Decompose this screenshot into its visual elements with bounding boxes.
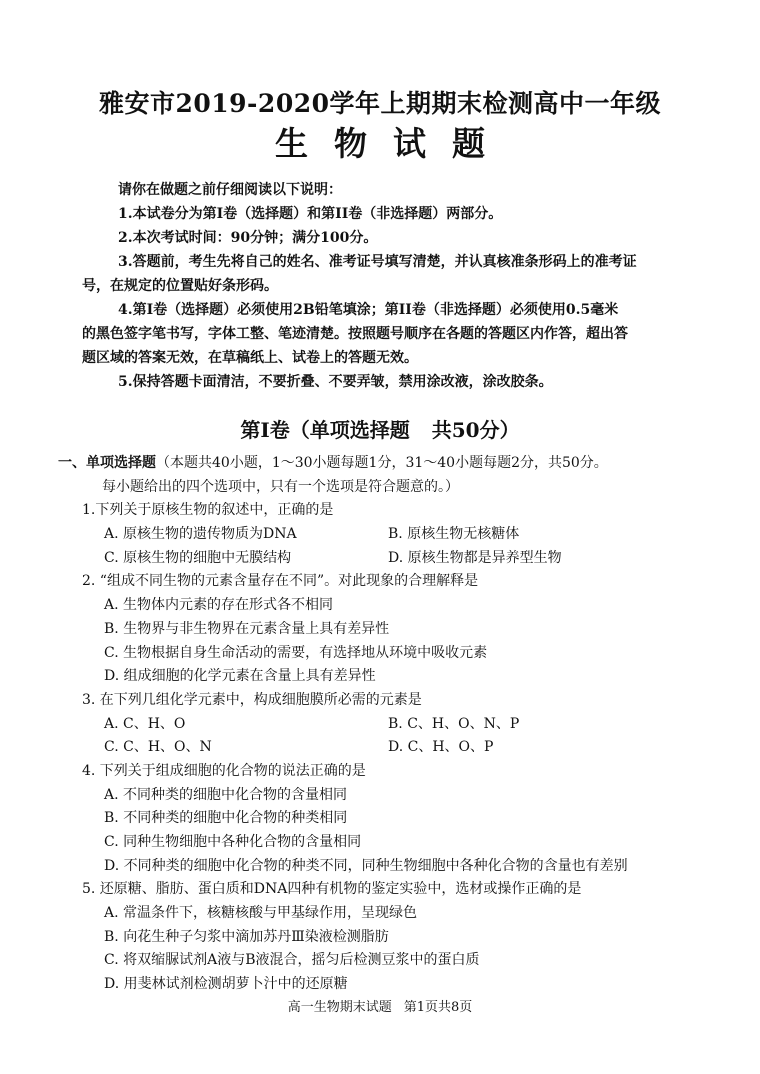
question-3-options-cd	[82, 736, 702, 760]
instruction-4: 4.第Ⅰ卷（选择题）必须使用2B铅笔填涂；第II卷（非选择题）必须使用0.5毫米	[118, 302, 619, 318]
instruction-4-cont2: 题区域的答案无效，在草稿纸上、试卷上的答题无效。	[82, 350, 418, 366]
q3-option-b: B. C、H、O、N、P	[388, 715, 520, 732]
q5-option-d: D. 用斐林试剂检测胡萝卜汁中的还原糖	[104, 976, 348, 993]
q1-option-d: D. 原核生物都是异养型生物	[388, 549, 562, 566]
question-2-stem: 2. “组成不同生物的元素含量存在不同”。对此现象的合理解释是	[82, 573, 479, 590]
instruction-1: 1.本试卷分为第Ⅰ卷（选择题）和第II卷（非选择题）两部分。	[118, 206, 503, 222]
q5-option-a: A. 常温条件下，核糖核酸与甲基绿作用，呈现绿色	[104, 905, 418, 922]
instructions-block	[82, 178, 690, 394]
instruction-4-cont: 的黑色签字笔书写，字体工整、笔迹清楚。按照题号顺序在各题的答题区内作答，超出答	[82, 326, 628, 342]
question-3-options-ab	[82, 713, 702, 737]
question-3-stem: 3. 在下列几组化学元素中，构成细胞膜所必需的元素是	[82, 691, 422, 708]
q2-option-a: A. 生物体内元素的存在形式各不相同	[104, 597, 334, 614]
instruction-3: 3.答题前，考生先将自己的姓名、准考证号填写清楚，并认真核准条形码上的准考证	[118, 254, 637, 270]
page-footer	[0, 996, 760, 1015]
q5-option-c: C. 将双缩脲试剂A液与B液混合，摇匀后检测豆浆中的蛋白质	[104, 952, 480, 969]
footer-page-number: 第1页共8页	[403, 1000, 473, 1015]
instructions-intro: 请你在做题之前仔细阅读以下说明：	[118, 182, 342, 198]
q4-option-a: A. 不同种类的细胞中化合物的含量相同	[104, 786, 348, 803]
question-1-options-ab	[82, 523, 702, 547]
subject-title: 生物试题	[275, 124, 511, 163]
instruction-2: 2.本次考试时间：90分钟；满分100分。	[118, 230, 378, 246]
q3-option-a: A. C、H、O	[104, 715, 186, 732]
question-1-options-cd	[82, 547, 702, 571]
q4-option-b: B. 不同种类的细胞中化合物的种类相同	[104, 810, 348, 827]
footer-exam-name: 高一生物期末试题	[287, 1000, 392, 1015]
q5-option-b: B. 向花生种子匀浆中滴加苏丹Ⅲ染液检测脂肪	[104, 928, 389, 945]
q3-option-d: D. C、H、O、P	[388, 739, 494, 756]
q2-option-b: B. 生物界与非生物界在元素含量上具有差异性	[104, 620, 390, 637]
q4-option-c: C. 同种生物细胞中各种化合物的含量相同	[104, 834, 362, 850]
q1-option-c: C. 原核生物的细胞中无膜结构	[104, 549, 292, 566]
question-5-stem: 5. 还原糖、脂肪、蛋白质和DNA四种有机物的鉴定实验中，选材或操作正确的是	[82, 881, 582, 898]
section-heading: 第Ⅰ卷（单项选择题 共50分）	[240, 418, 520, 442]
q2-option-d: D. 组成细胞的化学元素在含量上具有差异性	[104, 668, 376, 685]
q2-option-c: C. 生物根据自身生命活动的需要，有选择地从环境中吸收元素	[104, 644, 488, 661]
q3-option-c: C. C、H、O、N	[104, 739, 212, 756]
instruction-5: 5.保持答题卡面清洁，不要折叠、不要弄皱，禁用涂改液，涂改胶条。	[118, 374, 553, 390]
question-1-stem: 1.下列关于原核生物的叙述中，正确的是	[82, 502, 334, 519]
exam-title: 雅安市2019-2020学年上期期末检测高中一年级	[98, 89, 662, 118]
q1-option-a: A. 原核生物的遗传物质为DNA	[104, 526, 297, 543]
part-description: 每小题给出的四个选项中，只有一个选项是符合题意的。）	[102, 478, 459, 495]
q4-option-d: D. 不同种类的细胞中化合物的种类不同，同种生物细胞中各种化合物的含量也有差别	[104, 857, 628, 874]
questions-block	[58, 452, 702, 997]
question-4-stem: 4. 下列关于组成细胞的化合物的说法正确的是	[82, 762, 366, 779]
q1-option-b: B. 原核生物无核糖体	[388, 526, 520, 543]
instruction-3-cont: 号，在规定的位置贴好条形码。	[82, 278, 278, 294]
part-heading: 一、单项选择题（本题共40小题，1～30小题每题1分，31～40小题每题2分，共50分。	[58, 455, 608, 471]
